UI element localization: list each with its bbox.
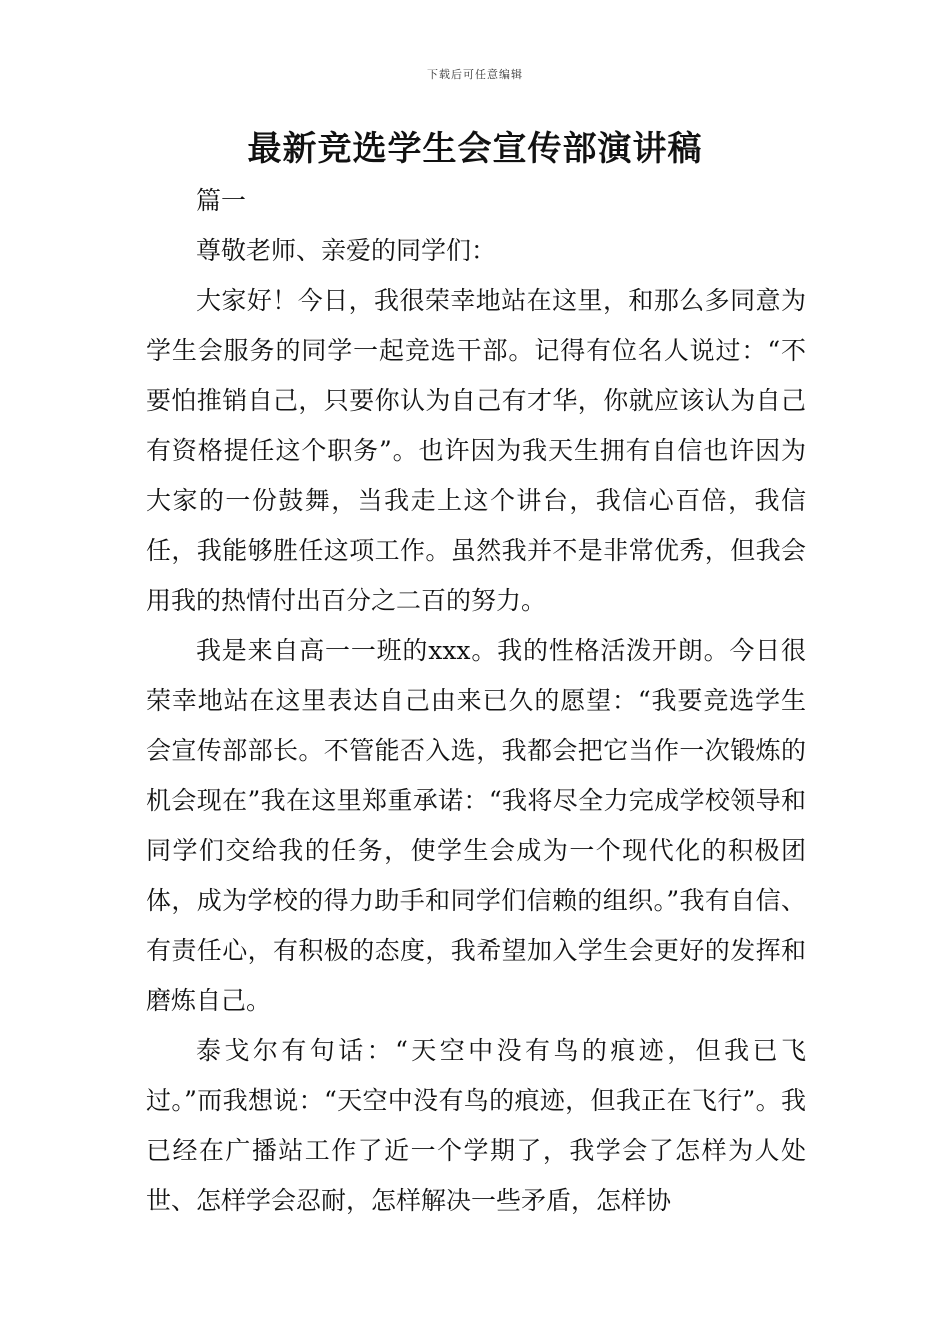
header-note: 下载后可任意编辑 [427,68,523,81]
document-body [146,176,806,1226]
body-paragraph: 我是来自高一一班的xxx。我的性格活泼开朗。今日很荣幸地站在这里表达自己由来已久的愿望：“我要竞选学生会宣传部部长。不管能否入选，我都会把它当作一次锻炼的机会现在”我在这里郑重承诺：“我将尽全力完成学校领导和同学们交给我的任务，使学生会成为一个现代化的积极团体，成为学校的得力助手和同学们信赖的组织。”我有自信、有责任心，有积极的态度，我希望加入学生会更好的发挥和磨炼自己。 [146,636,806,1015]
body-paragraph: 大家好！今日，我很荣幸地站在这里，和那么多同意为学生会服务的同学一起竞选干部。记得有位名人说过：“不要怕推销自己，只要你认为自己有才华，你就应该认为自己有资格提任这个职务”。也许因为我天生拥有自信也许因为大家的一份鼓舞，当我走上这个讲台，我信心百倍，我信任，我能够胜任这项工作。虽然我并不是非常优秀，但我会用我的热情付出百分之二百的努力。 [146,286,806,615]
page-title: 最新竞选学生会宣传部演讲稿 [247,129,703,169]
salutation: 尊敬老师、亲爱的同学们： [196,236,497,265]
section-label: 篇一 [196,186,247,215]
body-paragraph: 泰戈尔有句话：“天空中没有鸟的痕迹，但我已飞过。”而我想说：“天空中没有鸟的痕迹，但我正在飞行”。我已经在广播站工作了近一个学期了，我学会了怎样为人处世、怎样学会忍耐，怎样解决一些矛盾，怎样协 [146,1036,806,1215]
